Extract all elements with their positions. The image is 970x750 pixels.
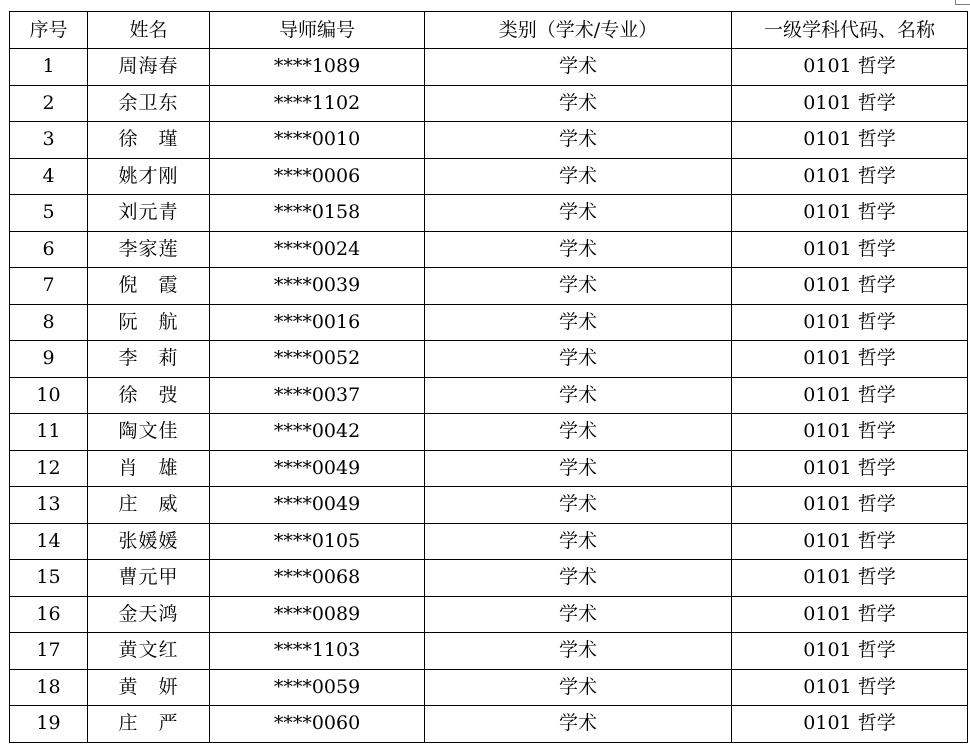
table-row <box>10 633 968 670</box>
header-seq: 序号 <box>10 12 88 49</box>
cell-seq: 6 <box>10 231 88 268</box>
cell-type: 学术 <box>425 669 732 706</box>
table-row <box>10 158 968 195</box>
cell-seq: 12 <box>10 450 88 487</box>
cell-type: 学术 <box>425 122 732 159</box>
table-row <box>10 122 968 159</box>
cell-subject: 0101 哲学 <box>732 158 968 195</box>
cell-name: 刘元青 <box>88 195 210 232</box>
cell-type: 学术 <box>425 450 732 487</box>
cell-name: 姚才刚 <box>88 158 210 195</box>
cell-advisor-id: ****0059 <box>210 669 425 706</box>
table-row <box>10 85 968 122</box>
table-row <box>10 304 968 341</box>
cell-type: 学术 <box>425 523 732 560</box>
cell-type: 学术 <box>425 231 732 268</box>
table-body <box>10 49 968 743</box>
cell-advisor-id: ****0006 <box>210 158 425 195</box>
cell-type: 学术 <box>425 85 732 122</box>
cell-type: 学术 <box>425 706 732 743</box>
cell-name: 周海春 <box>88 49 210 86</box>
cell-subject: 0101 哲学 <box>732 304 968 341</box>
table-row <box>10 450 968 487</box>
cell-name: 徐 瑾 <box>88 122 210 159</box>
page-corner-mark <box>955 0 970 5</box>
cell-subject: 0101 哲学 <box>732 450 968 487</box>
cell-subject: 0101 哲学 <box>732 85 968 122</box>
cell-seq: 18 <box>10 669 88 706</box>
cell-seq: 13 <box>10 487 88 524</box>
cell-subject: 0101 哲学 <box>732 706 968 743</box>
cell-advisor-id: ****0052 <box>210 341 425 378</box>
cell-seq: 5 <box>10 195 88 232</box>
cell-subject: 0101 哲学 <box>732 414 968 451</box>
advisor-table <box>9 11 968 743</box>
cell-type: 学术 <box>425 341 732 378</box>
cell-type: 学术 <box>425 560 732 597</box>
table-row <box>10 706 968 743</box>
cell-seq: 1 <box>10 49 88 86</box>
cell-advisor-id: ****0068 <box>210 560 425 597</box>
cell-advisor-id: ****0024 <box>210 231 425 268</box>
cell-name: 曹元甲 <box>88 560 210 597</box>
cell-advisor-id: ****0049 <box>210 487 425 524</box>
cell-seq: 16 <box>10 596 88 633</box>
cell-name: 黄文红 <box>88 633 210 670</box>
cell-subject: 0101 哲学 <box>732 669 968 706</box>
cell-subject: 0101 哲学 <box>732 523 968 560</box>
cell-type: 学术 <box>425 414 732 451</box>
cell-seq: 8 <box>10 304 88 341</box>
cell-seq: 17 <box>10 633 88 670</box>
cell-seq: 3 <box>10 122 88 159</box>
cell-advisor-id: ****0158 <box>210 195 425 232</box>
cell-name: 张媛媛 <box>88 523 210 560</box>
table-row <box>10 669 968 706</box>
table-row <box>10 560 968 597</box>
cell-name: 李家莲 <box>88 231 210 268</box>
cell-seq: 19 <box>10 706 88 743</box>
cell-advisor-id: ****0039 <box>210 268 425 305</box>
table-row <box>10 231 968 268</box>
cell-subject: 0101 哲学 <box>732 487 968 524</box>
cell-advisor-id: ****0016 <box>210 304 425 341</box>
cell-subject: 0101 哲学 <box>732 596 968 633</box>
table-row <box>10 377 968 414</box>
header-type: 类别（学术/专业） <box>425 12 732 49</box>
cell-name: 李 莉 <box>88 341 210 378</box>
cell-advisor-id: ****0089 <box>210 596 425 633</box>
cell-seq: 11 <box>10 414 88 451</box>
cell-type: 学术 <box>425 304 732 341</box>
cell-name: 肖 雄 <box>88 450 210 487</box>
cell-subject: 0101 哲学 <box>732 633 968 670</box>
header-advisor-id: 导师编号 <box>210 12 425 49</box>
cell-type: 学术 <box>425 596 732 633</box>
table-row <box>10 341 968 378</box>
cell-subject: 0101 哲学 <box>732 49 968 86</box>
cell-advisor-id: ****0010 <box>210 122 425 159</box>
table-row <box>10 268 968 305</box>
table-row <box>10 414 968 451</box>
cell-seq: 15 <box>10 560 88 597</box>
table-row <box>10 523 968 560</box>
cell-advisor-id: ****1089 <box>210 49 425 86</box>
cell-name: 金天鸿 <box>88 596 210 633</box>
cell-subject: 0101 哲学 <box>732 195 968 232</box>
cell-advisor-id: ****1102 <box>210 85 425 122</box>
cell-seq: 9 <box>10 341 88 378</box>
cell-name: 阮 航 <box>88 304 210 341</box>
cell-advisor-id: ****1103 <box>210 633 425 670</box>
cell-subject: 0101 哲学 <box>732 341 968 378</box>
cell-subject: 0101 哲学 <box>732 268 968 305</box>
cell-type: 学术 <box>425 377 732 414</box>
cell-advisor-id: ****0049 <box>210 450 425 487</box>
cell-name: 庄 威 <box>88 487 210 524</box>
cell-type: 学术 <box>425 487 732 524</box>
cell-name: 黄 妍 <box>88 669 210 706</box>
table-row <box>10 487 968 524</box>
cell-seq: 2 <box>10 85 88 122</box>
cell-seq: 7 <box>10 268 88 305</box>
cell-name: 庄 严 <box>88 706 210 743</box>
cell-type: 学术 <box>425 195 732 232</box>
cell-type: 学术 <box>425 49 732 86</box>
cell-advisor-id: ****0105 <box>210 523 425 560</box>
cell-subject: 0101 哲学 <box>732 122 968 159</box>
cell-subject: 0101 哲学 <box>732 231 968 268</box>
cell-advisor-id: ****0037 <box>210 377 425 414</box>
table-header <box>10 12 968 49</box>
cell-type: 学术 <box>425 633 732 670</box>
cell-advisor-id: ****0042 <box>210 414 425 451</box>
cell-name: 徐 弢 <box>88 377 210 414</box>
cell-advisor-id: ****0060 <box>210 706 425 743</box>
header-name: 姓名 <box>88 12 210 49</box>
cell-name: 倪 霞 <box>88 268 210 305</box>
header-subject: 一级学科代码、名称 <box>732 12 968 49</box>
header-row <box>10 12 968 49</box>
table-row <box>10 195 968 232</box>
cell-name: 余卫东 <box>88 85 210 122</box>
cell-name: 陶文佳 <box>88 414 210 451</box>
table-row <box>10 49 968 86</box>
cell-type: 学术 <box>425 268 732 305</box>
cell-seq: 14 <box>10 523 88 560</box>
cell-seq: 10 <box>10 377 88 414</box>
cell-subject: 0101 哲学 <box>732 377 968 414</box>
cell-subject: 0101 哲学 <box>732 560 968 597</box>
cell-type: 学术 <box>425 158 732 195</box>
cell-seq: 4 <box>10 158 88 195</box>
table-row <box>10 596 968 633</box>
